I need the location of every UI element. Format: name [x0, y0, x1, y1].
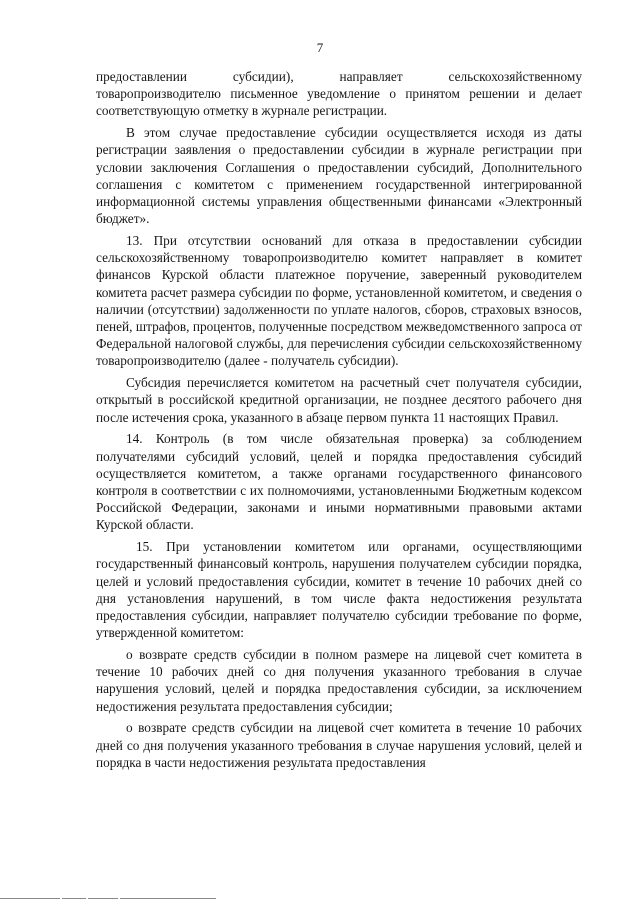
page-number: 7 — [316, 40, 324, 55]
paragraph-clause-14: 14. Контроль (в том числе обязательная проверка) за соблюдением получателями субсидий условий, целей и порядка предоставления субсидий осуществляется комитетом, а также органами государственного финансового контроля в соответствии с их полномочиями, установленными Бюджетным кодексом Российской Федерации, законами и иными нормативными правовыми актами Курской области. — [96, 431, 582, 533]
document-body — [96, 68, 582, 776]
paragraph-registration-date: В этом случае предоставление субсидии осуществляется исходя из даты регистрации заявления о предоставлении субсидии в журнале регистрации при условии заключения Соглашения о предоставлении субсидий, Дополнительного соглашения с комитетом с применением государственной интегрированной информационной системы управления общественными финансами «Электронный бюджет». — [96, 125, 582, 227]
paragraph-partial-refund: о возврате средств субсидии на лицевой счет комитета в течение 10 рабочих дней со дня получения указанного требования в случае нарушения условий, целей и порядка в части недостижения результата предоставления — [96, 720, 582, 770]
scan-edge-line — [0, 898, 640, 900]
paragraph-full-refund: о возврате средств субсидии в полном размере на лицевой счет комитета в течение 10 рабочих дней со дня получения указанного требования в случае нарушения условий, целей и порядка предоставления субсидии, за исключением недостижения результата предоставления субсидии; — [96, 647, 582, 714]
paragraph-clause-15: 15. При установлении комитетом или органами, осуществляющими государственный финансовый контроль, нарушения получателем субсидии порядка, целей и условий предоставления субсидии, комитет в течение 10 рабочих дней со дня установления нарушений, в том числе факта недостижения результата предоставления субсидии, направляет получателю субсидии требование по форме, утвержденной комитетом: — [96, 539, 582, 641]
paragraph-notification: предоставлении субсидии), направляет сельскохозяйственному товаропроизводителю письменное уведомление о принятом решении и делает соответствующую отметку в журнале регистрации. — [96, 69, 582, 119]
paragraph-clause-13: 13. При отсутствии оснований для отказа в предоставлении субсидии сельскохозяйственному товаропроизводителю комитет направляет в комитет финансов Курской области платежное поручение, заверенный руководителем комитета расчет размера субсидии по форме, установленной комитетом, и сведения о наличии (отсутствии) задолженности по уплате налогов, сборов, страховых взносов, пеней, штрафов, процентов, полученные посредством межведомственного запроса от Федеральной налоговой службы, для перечисления субсидии сельскохозяйственному товаропроизводителю (далее - получатель субсидии). — [96, 233, 582, 369]
paragraph-transfer: Субсидия перечисляется комитетом на расчетный счет получателя субсидии, открытый в российской кредитной организации, не позднее десятого рабочего дня после истечения срока, указанного в абзаце первом пункта 11 настоящих Правил. — [96, 375, 582, 425]
